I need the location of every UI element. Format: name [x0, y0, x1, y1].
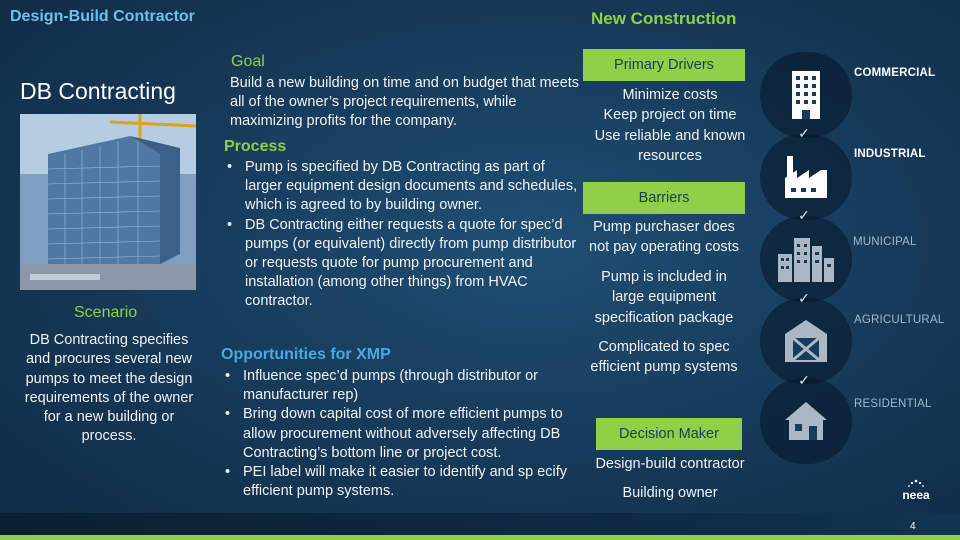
persona-title: DB Contracting — [20, 78, 176, 104]
scenario-heading: Scenario — [74, 304, 138, 321]
primary-drivers-heading: Primary Drivers — [583, 49, 745, 81]
decision-maker-heading: Decision Maker — [596, 418, 742, 450]
building-construction-image — [20, 114, 196, 290]
decision-maker-item: Design-build contractor — [595, 456, 745, 472]
slide-category-title: Design-Build Contractor — [10, 8, 195, 25]
process-item: • DB Contracting either requests a quote for spec’d pumps (or equivalent) directly from pump distributor or requests quote for pump procurement and installation (among other things) from HVAC contractor. — [224, 216, 580, 312]
barrier-item: Pump is included in large equipment specification package — [594, 268, 734, 326]
process-list — [224, 158, 580, 312]
barrier-item: Pump purchaser does not pay operating costs — [589, 219, 739, 256]
sector-label-municipal: MUNICIPAL — [853, 236, 917, 248]
decision-maker-item: Building owner — [622, 485, 718, 501]
driver-item: Keep project on time — [603, 107, 737, 124]
sector-label-agricultural: AGRICULTURAL — [854, 314, 945, 326]
goal-heading: Goal — [231, 53, 265, 70]
opportunity-item: • PEI label will make it easier to identify and sp ecify efficient pump systems. — [222, 463, 584, 501]
decision-maker-list — [583, 453, 757, 505]
process-item: • Pump is specified by DB Contracting as part of larger equipment design documents and schedules, which is agreed to by building owner. — [224, 158, 580, 216]
check-icon: ✓ — [798, 372, 810, 388]
opportunities-heading: Opportunities for XMP — [221, 346, 391, 363]
process-heading: Process — [224, 138, 287, 155]
primary-drivers-list — [583, 85, 757, 167]
goal-text: Build a new building on time and on budget that meets all of the owner’s project requirements, while maximizing profits for the company. — [230, 75, 580, 130]
barriers-heading: Barriers — [583, 182, 745, 214]
sector-label-commercial: COMMERCIAL — [854, 67, 936, 79]
driver-item: Minimize costs — [622, 87, 718, 103]
opportunity-item: • Bring down capital cost of more efficient pumps to allow procurement without adversely affecting DB Contracting’s bottom line or project cost. — [222, 405, 584, 463]
scenario-text: DB Contracting specifies and procures several new pumps to meet the design requirements of the owner for a new building or process. — [24, 332, 194, 445]
page-number: 4 — [910, 521, 916, 532]
driver-item: Use reliable and known resources — [594, 127, 746, 165]
check-icon: ✓ — [798, 207, 810, 223]
slide-segment-title: New Construction — [591, 9, 737, 28]
house-icon — [760, 378, 852, 464]
sector-label-residential: RESIDENTIAL — [854, 398, 932, 410]
opportunities-list — [222, 367, 584, 501]
footer-accent-line — [0, 535, 960, 540]
barriers-list — [574, 217, 754, 378]
check-icon: ✓ — [798, 290, 810, 306]
barrier-item: Complicated to spec efficient pump systems — [590, 339, 738, 376]
opportunity-item: • Influence spec’d pumps (through distributor or manufacturer rep) — [222, 367, 584, 405]
check-icon: ✓ — [798, 125, 810, 141]
logo-text: neea — [902, 488, 930, 502]
neea-logo — [898, 478, 934, 502]
sector-label-industrial: INDUSTRIAL — [854, 148, 926, 160]
